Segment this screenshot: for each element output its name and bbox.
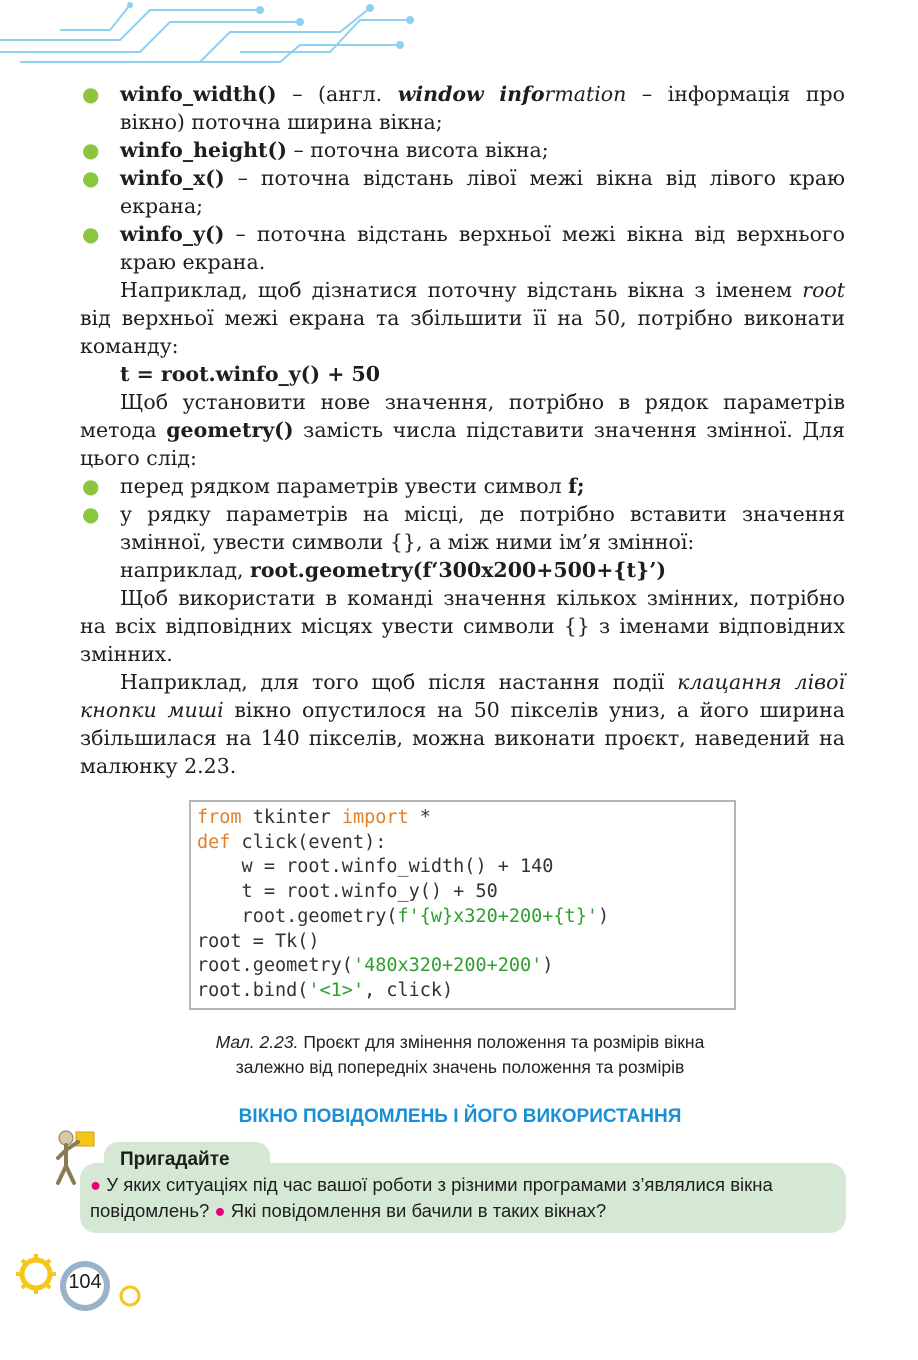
text	[484, 82, 500, 106]
em: info	[499, 82, 545, 106]
bullet-icon: ●	[82, 502, 100, 526]
keyword: import	[341, 807, 409, 828]
code-line	[197, 806, 728, 831]
paragraph	[80, 388, 845, 472]
text: у рядку параметрів на місці, де потрібно вставити значення змінної, увести символи {}, а між ними ім’я змінної:	[120, 502, 845, 554]
em: root	[802, 278, 845, 302]
code-text: click(event):	[230, 831, 387, 853]
code-line	[197, 979, 728, 1004]
text: Наприклад, для того щоб після настання події	[120, 670, 678, 694]
term: f;	[568, 474, 585, 498]
code-text: root.geometry(	[197, 905, 398, 927]
code-line: w = root.winfo_width() + 140	[197, 856, 554, 878]
caption-text: залежно від попередніх значень положення та розмірів	[235, 1057, 685, 1077]
list-item	[80, 500, 845, 556]
bullet-icon: ●	[82, 222, 100, 246]
text: – поточна відстань верхньої межі вікна від верхнього краю екрана.	[120, 222, 845, 274]
code-text: )	[542, 955, 554, 977]
list-item	[80, 472, 845, 500]
em: window	[397, 82, 484, 106]
example-line	[80, 556, 845, 584]
text: – поточна висота вікна;	[286, 138, 549, 162]
text: Щоб установити нове значення, потрібно в рядок параметрів метода	[80, 390, 845, 442]
keyword: def	[197, 831, 231, 853]
code-line	[197, 831, 728, 856]
term: winfo_y()	[120, 222, 225, 246]
remember-text	[90, 1172, 836, 1224]
bullet-icon: ●	[82, 138, 100, 162]
term: geometry()	[166, 418, 294, 442]
list-item	[80, 164, 845, 220]
list-item	[80, 220, 845, 276]
text: замість числа підставити значення змінної. Для цього слід:	[80, 418, 845, 470]
code-line: t = root.winfo_y() + 50	[197, 881, 498, 903]
code-text: )	[597, 905, 610, 927]
paragraph: Щоб використати в команді значення кількох змінних, потрібно на всіх відповідних місцях увести символи {} з іменами відповідних змінних.	[80, 586, 845, 666]
caption-label: Мал. 2.23.	[215, 1032, 299, 1052]
text: – (англ.	[276, 82, 398, 106]
code-text: tkinter	[241, 807, 342, 828]
reading-figure-icon	[50, 1128, 105, 1188]
section-title: ВІКНО ПОВІДОМЛЕНЬ І ЙОГО ВИКОРИСТАННЯ	[238, 1106, 682, 1127]
paragraph	[80, 276, 845, 360]
keyword: from	[197, 807, 242, 828]
term: winfo_width()	[120, 82, 277, 106]
code-text: *	[408, 807, 431, 828]
bullet-icon: ●	[82, 166, 100, 190]
code-line	[197, 954, 728, 979]
paragraph	[80, 668, 845, 780]
code-text: root.bind(	[197, 979, 309, 1001]
text: Наприклад, щоб дізнатися поточну відстань вікна з іменем	[120, 278, 803, 302]
string-literal: '<1>'	[308, 979, 365, 1001]
text: наприклад,	[120, 558, 251, 582]
list-item	[80, 136, 845, 164]
term: winfo_x()	[120, 166, 225, 190]
circuit-decoration	[0, 0, 430, 72]
em: rmation	[544, 82, 627, 106]
bullet-icon: ●	[82, 82, 100, 106]
figure-caption	[150, 1030, 770, 1080]
main-text	[80, 80, 845, 780]
code-text: , click)	[364, 979, 454, 1001]
term: root.geometry(f‘300x200+500+{t}’)	[250, 558, 667, 582]
code-line: root = Tk()	[197, 930, 320, 952]
bullet-icon: ●	[82, 474, 100, 498]
bullet-icon: ●	[214, 1200, 226, 1221]
command-line: t = root.winfo_y() + 50	[120, 362, 381, 386]
text: – інформація про вікно) поточна ширина вікна;	[120, 82, 845, 134]
text: вікно опустилося на 50 пікселів униз, а його ширина збільшилася на 140 пікселів, можна виконати проєкт, наведений на малюнку 2.23.	[80, 698, 845, 778]
bullet-icon: ●	[90, 1174, 102, 1195]
caption-text: Проєкт для змінення положення та розмірів вікна	[298, 1032, 705, 1052]
em: клацання лівої кнопки миші	[80, 670, 846, 722]
text: – поточна відстань лівої межі вікна від лівого краю екрана;	[120, 166, 845, 218]
page-number: 104	[68, 1271, 102, 1293]
remember-title: Пригадайте	[120, 1149, 230, 1170]
string-literal: '480x320+200+200'	[352, 955, 543, 977]
string-literal: f'{w}x320+200+{t}'	[397, 905, 598, 927]
question: У яких ситуаціях під час вашої роботи з різними програмами з’являлися вікна повідомлень?	[90, 1174, 773, 1221]
term: winfo_height()	[120, 138, 287, 162]
text: від верхньої межі екрана та збільшити її на 50, потрібно виконати команду:	[80, 306, 845, 358]
text: перед рядком параметрів увести символ	[120, 474, 569, 498]
code-listing	[189, 800, 736, 1010]
list-item	[80, 80, 845, 136]
code-line	[197, 905, 728, 930]
question: Які повідомлення ви бачили в таких вікнах?	[225, 1200, 607, 1221]
code-text: root.geometry(	[197, 955, 353, 977]
